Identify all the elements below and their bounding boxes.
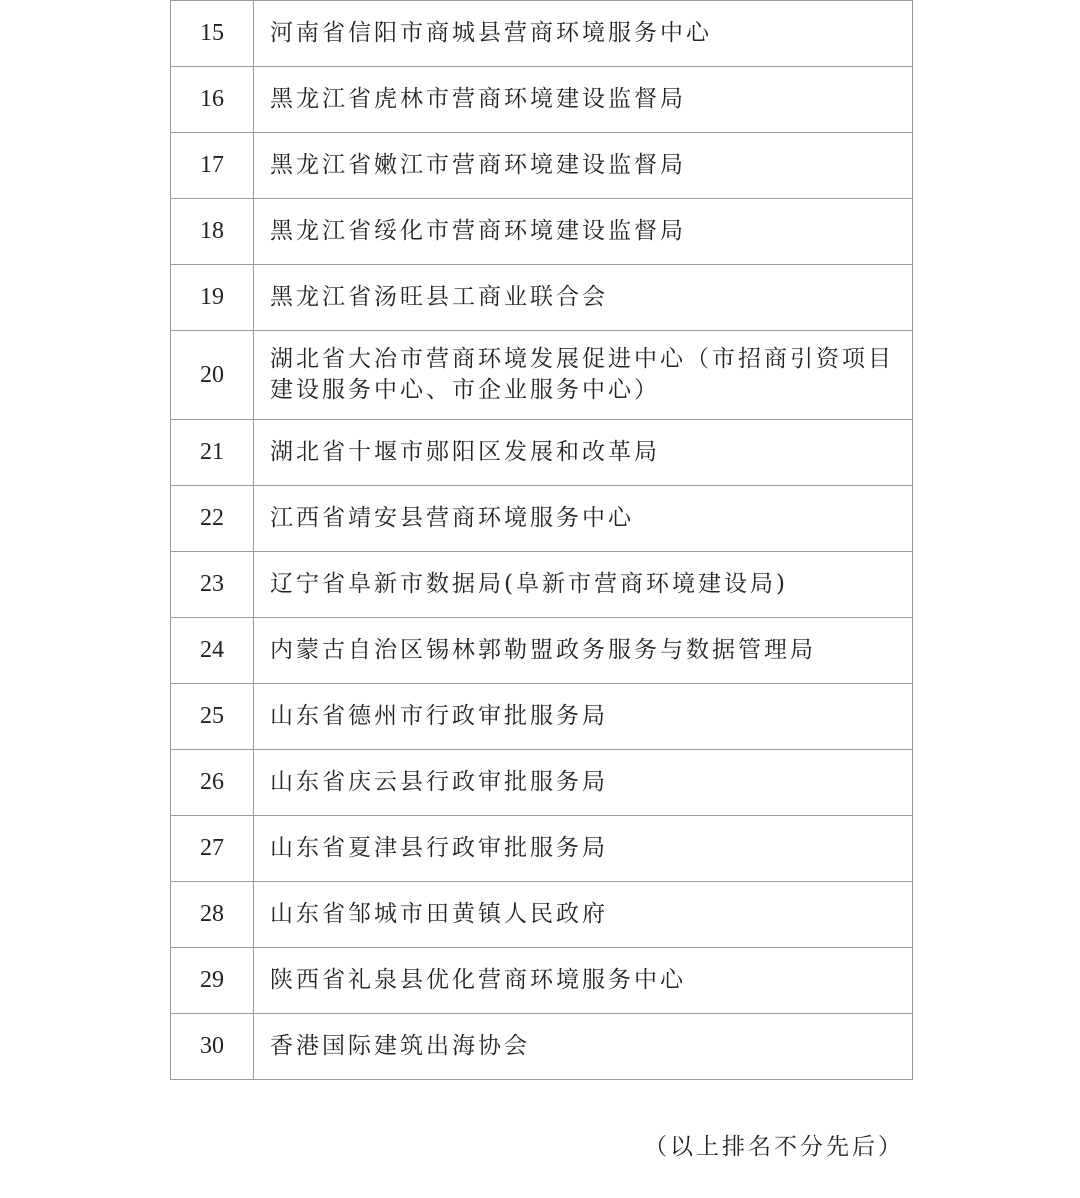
row-number: 30 — [171, 1014, 254, 1080]
table-row — [171, 265, 913, 331]
organization-name: 辽宁省阜新市数据局(阜新市营商环境建设局) — [254, 552, 913, 618]
table-row — [171, 552, 913, 618]
row-number: 20 — [171, 331, 254, 420]
row-number: 24 — [171, 618, 254, 684]
table-row — [171, 133, 913, 199]
table-row — [171, 816, 913, 882]
table-row — [171, 67, 913, 133]
organization-list-table — [170, 0, 913, 1080]
row-number: 21 — [171, 420, 254, 486]
row-number: 19 — [171, 265, 254, 331]
organization-name: 香港国际建筑出海协会 — [254, 1014, 913, 1080]
row-number: 16 — [171, 67, 254, 133]
row-number: 25 — [171, 684, 254, 750]
table-row — [171, 882, 913, 948]
organization-name: 河南省信阳市商城县营商环境服务中心 — [254, 1, 913, 67]
organization-name: 黑龙江省汤旺县工商业联合会 — [254, 265, 913, 331]
table-row — [171, 420, 913, 486]
row-number: 26 — [171, 750, 254, 816]
row-number: 15 — [171, 1, 254, 67]
organization-name: 陕西省礼泉县优化营商环境服务中心 — [254, 948, 913, 1014]
organization-name: 江西省靖安县营商环境服务中心 — [254, 486, 913, 552]
row-number: 17 — [171, 133, 254, 199]
row-number: 22 — [171, 486, 254, 552]
organization-name: 山东省德州市行政审批服务局 — [254, 684, 913, 750]
table-row — [171, 684, 913, 750]
ranking-footnote: （以上排名不分先后） — [644, 1134, 904, 1160]
organization-name: 黑龙江省绥化市营商环境建设监督局 — [254, 199, 913, 265]
organization-name: 山东省邹城市田黄镇人民政府 — [254, 882, 913, 948]
row-number: 29 — [171, 948, 254, 1014]
organization-name: 山东省庆云县行政审批服务局 — [254, 750, 913, 816]
table-row — [171, 1, 913, 67]
table-row — [171, 618, 913, 684]
organization-name: 湖北省十堰市郧阳区发展和改革局 — [254, 420, 913, 486]
organization-name: 湖北省大冶市营商环境发展促进中心（市招商引资项目建设服务中心、市企业服务中心） — [254, 331, 913, 420]
table-row — [171, 948, 913, 1014]
organization-name: 内蒙古自治区锡林郭勒盟政务服务与数据管理局 — [254, 618, 913, 684]
table-row — [171, 331, 913, 420]
organization-name: 山东省夏津县行政审批服务局 — [254, 816, 913, 882]
table-row — [171, 750, 913, 816]
organization-name: 黑龙江省嫩江市营商环境建设监督局 — [254, 133, 913, 199]
row-number: 27 — [171, 816, 254, 882]
organization-name: 黑龙江省虎林市营商环境建设监督局 — [254, 67, 913, 133]
table-row — [171, 199, 913, 265]
table-row — [171, 1014, 913, 1080]
row-number: 28 — [171, 882, 254, 948]
row-number: 23 — [171, 552, 254, 618]
row-number: 18 — [171, 199, 254, 265]
table-row — [171, 486, 913, 552]
